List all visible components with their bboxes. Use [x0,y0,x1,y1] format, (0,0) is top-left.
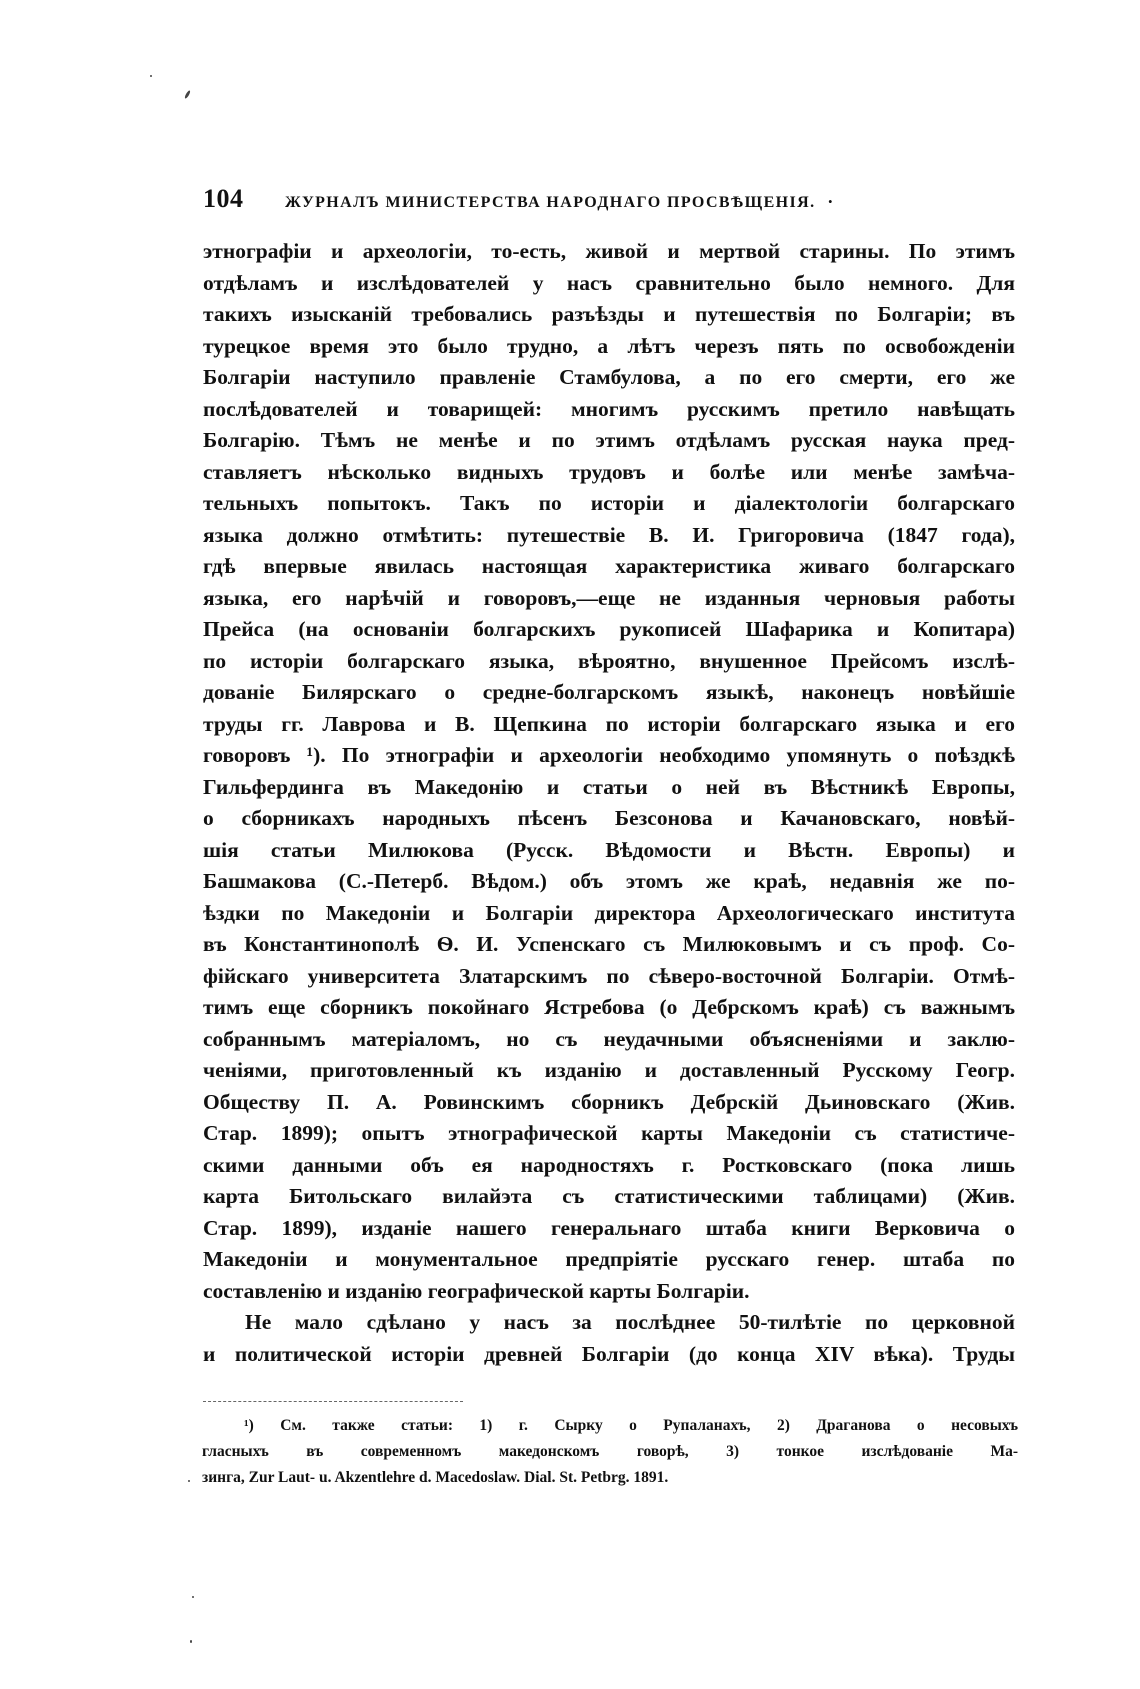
text-line: ставляетъ нѣсколько видныхъ трудовъ и болѣе или менѣе замѣча- [203,459,1015,484]
page-header [203,184,1023,216]
text-line: ченіями, приготовленный къ изданію и доставленный Русскому Геогр. [203,1058,1015,1082]
footnote-divider [203,1401,463,1402]
footnote-line: гласныхъ въ современномъ македонскомъ говорѣ, 3) тонкое изслѣдованіе Ма- [202,1443,1018,1460]
text-line: фійскаго университета Златарскимъ по сѣверо-восточной Болгаріи. Отмѣ- [203,963,1015,988]
text-line: Обществу П. А. Ровинскимъ сборникъ Дебрскій Дьиновскаго (Жив. [203,1089,1015,1114]
text-line: ѣздки по Македоніи и Болгаріи директора Археологическаго института [203,900,1015,925]
scan-speck [190,1640,192,1643]
text-line: Болгаріи наступило правленіе Стамбулова, а по его смерти, его же [203,365,1015,389]
text-line: въ Константинополѣ Ѳ. И. Успенскаго съ Милюковымъ и съ проф. Со- [203,932,1015,956]
text-line: Не мало сдѣлано у насъ за послѣднее 50-тилѣтіе по церковной [245,1310,1015,1334]
running-title: ЖУРНАЛЪ МИНИСТЕРСТВА НАРОДНАГО ПРОСВѢЩЕНІЯ. [285,194,816,211]
text-line: говоровъ ¹). По этнографіи и археологіи необходимо упомянуть о поѣздкѣ [203,743,1015,767]
text-line: шія статьи Милюкова (Русск. Вѣдомости и Вѣстн. Европы) и [203,837,1015,862]
text-line: о сборникахъ народныхъ пѣсенъ Безсонова и Качановскаго, новѣй- [203,806,1015,830]
text-line: такихъ изысканій требовались разъѣзды и путешествія по Болгаріи; въ [203,302,1015,326]
text-line: отдѣламъ и изслѣдователей у насъ сравнительно было немного. Для [203,270,1015,295]
text-line: гдѣ впервые явилась настоящая характеристика живаго болгарскаго [203,554,1015,578]
text-line: послѣдователей и товарищей: многимъ русскимъ претило навѣщать [203,396,1015,421]
page-number: 104 [203,184,244,213]
text-line: скими данными объ ея народностяхъ г. Ростковскаго (пока лишь [203,1152,1015,1177]
text-line: собраннымъ матеріаломъ, но съ неудачными объясненіями и заклю- [203,1026,1015,1051]
text-line: составленію и изданію географической карты Болгаріи. [203,1278,750,1303]
body-text [203,236,1015,1370]
text-line: Башмакова (С.-Петерб. Вѣдом.) объ этомъ же краѣ, недавнія же по- [203,869,1015,893]
header-mark: · [827,192,834,211]
text-line: Стар. 1899); опытъ этнографической карты Македоніи съ статистиче- [203,1121,1015,1145]
text-line: тимъ еще сборникъ покойнаго Ястребова (о Дебрскомъ краѣ) съ важнымъ [203,995,1015,1019]
text-line: этнографіи и археологіи, то-есть, живой и мертвой старины. По этимъ [203,239,1015,263]
text-line: языка должно отмѣтить: путешествіе В. И. Григоровича (1847 года), [203,522,1015,547]
scan-speck [184,90,191,99]
footnote-line: зинга, Zur Laut- u. Akzentlehre d. Macedoslaw. Dial. St. Petbrg. 1891. [202,1469,669,1486]
text-line: Македоніи и монументальное предпріятіе русскаго генер. штаба по [203,1247,1015,1271]
text-line: Гильфердинга въ Македонію и статьи о ней въ Вѣстникѣ Европы, [203,774,1015,799]
text-line: Болгарію. Тѣмъ не менѣе и по этимъ отдѣламъ русская наука пред- [203,428,1015,452]
text-line: тельныхъ попытокъ. Такъ по исторіи и діалектологіи болгарскаго [203,491,1015,515]
footnote-line: ¹) См. также статьи: 1) г. Сырку о Рупаланахъ, 2) Драганова о несовыхъ [244,1417,1018,1434]
text-line: языка, его нарѣчій и говоровъ,—еще не изданныя черновыя работы [203,585,1015,610]
text-line: карта Битольскаго вилайэта съ статистическими таблицами) (Жив. [203,1184,1015,1208]
text-line: дованіе Билярскаго о средне-болгарскомъ языкѣ, наконецъ новѣйшіе [203,680,1015,704]
text-line: труды гг. Лаврова и В. Щепкина по исторіи болгарскаго языка и его [203,711,1015,736]
scan-speck [192,1596,194,1598]
text-line: по исторіи болгарскаго языка, вѣроятно, внушенное Прейсомъ изслѣ- [203,648,1015,673]
text-line: Стар. 1899), изданіе нашего генеральнаго штаба книги Верковича о [203,1215,1015,1240]
footnotes [202,1413,1018,1491]
text-line: турецкое время это было трудно, а лѣтъ черезъ пять по освобожденіи [203,333,1015,358]
text-line: и политической исторіи древней Болгаріи (до конца XIV вѣка). Труды [203,1341,1015,1366]
scan-speck [188,1480,190,1482]
text-line: Прейса (на основаніи болгарскихъ рукописей Шафарика и Копитара) [203,617,1015,641]
scan-speck [150,75,152,77]
